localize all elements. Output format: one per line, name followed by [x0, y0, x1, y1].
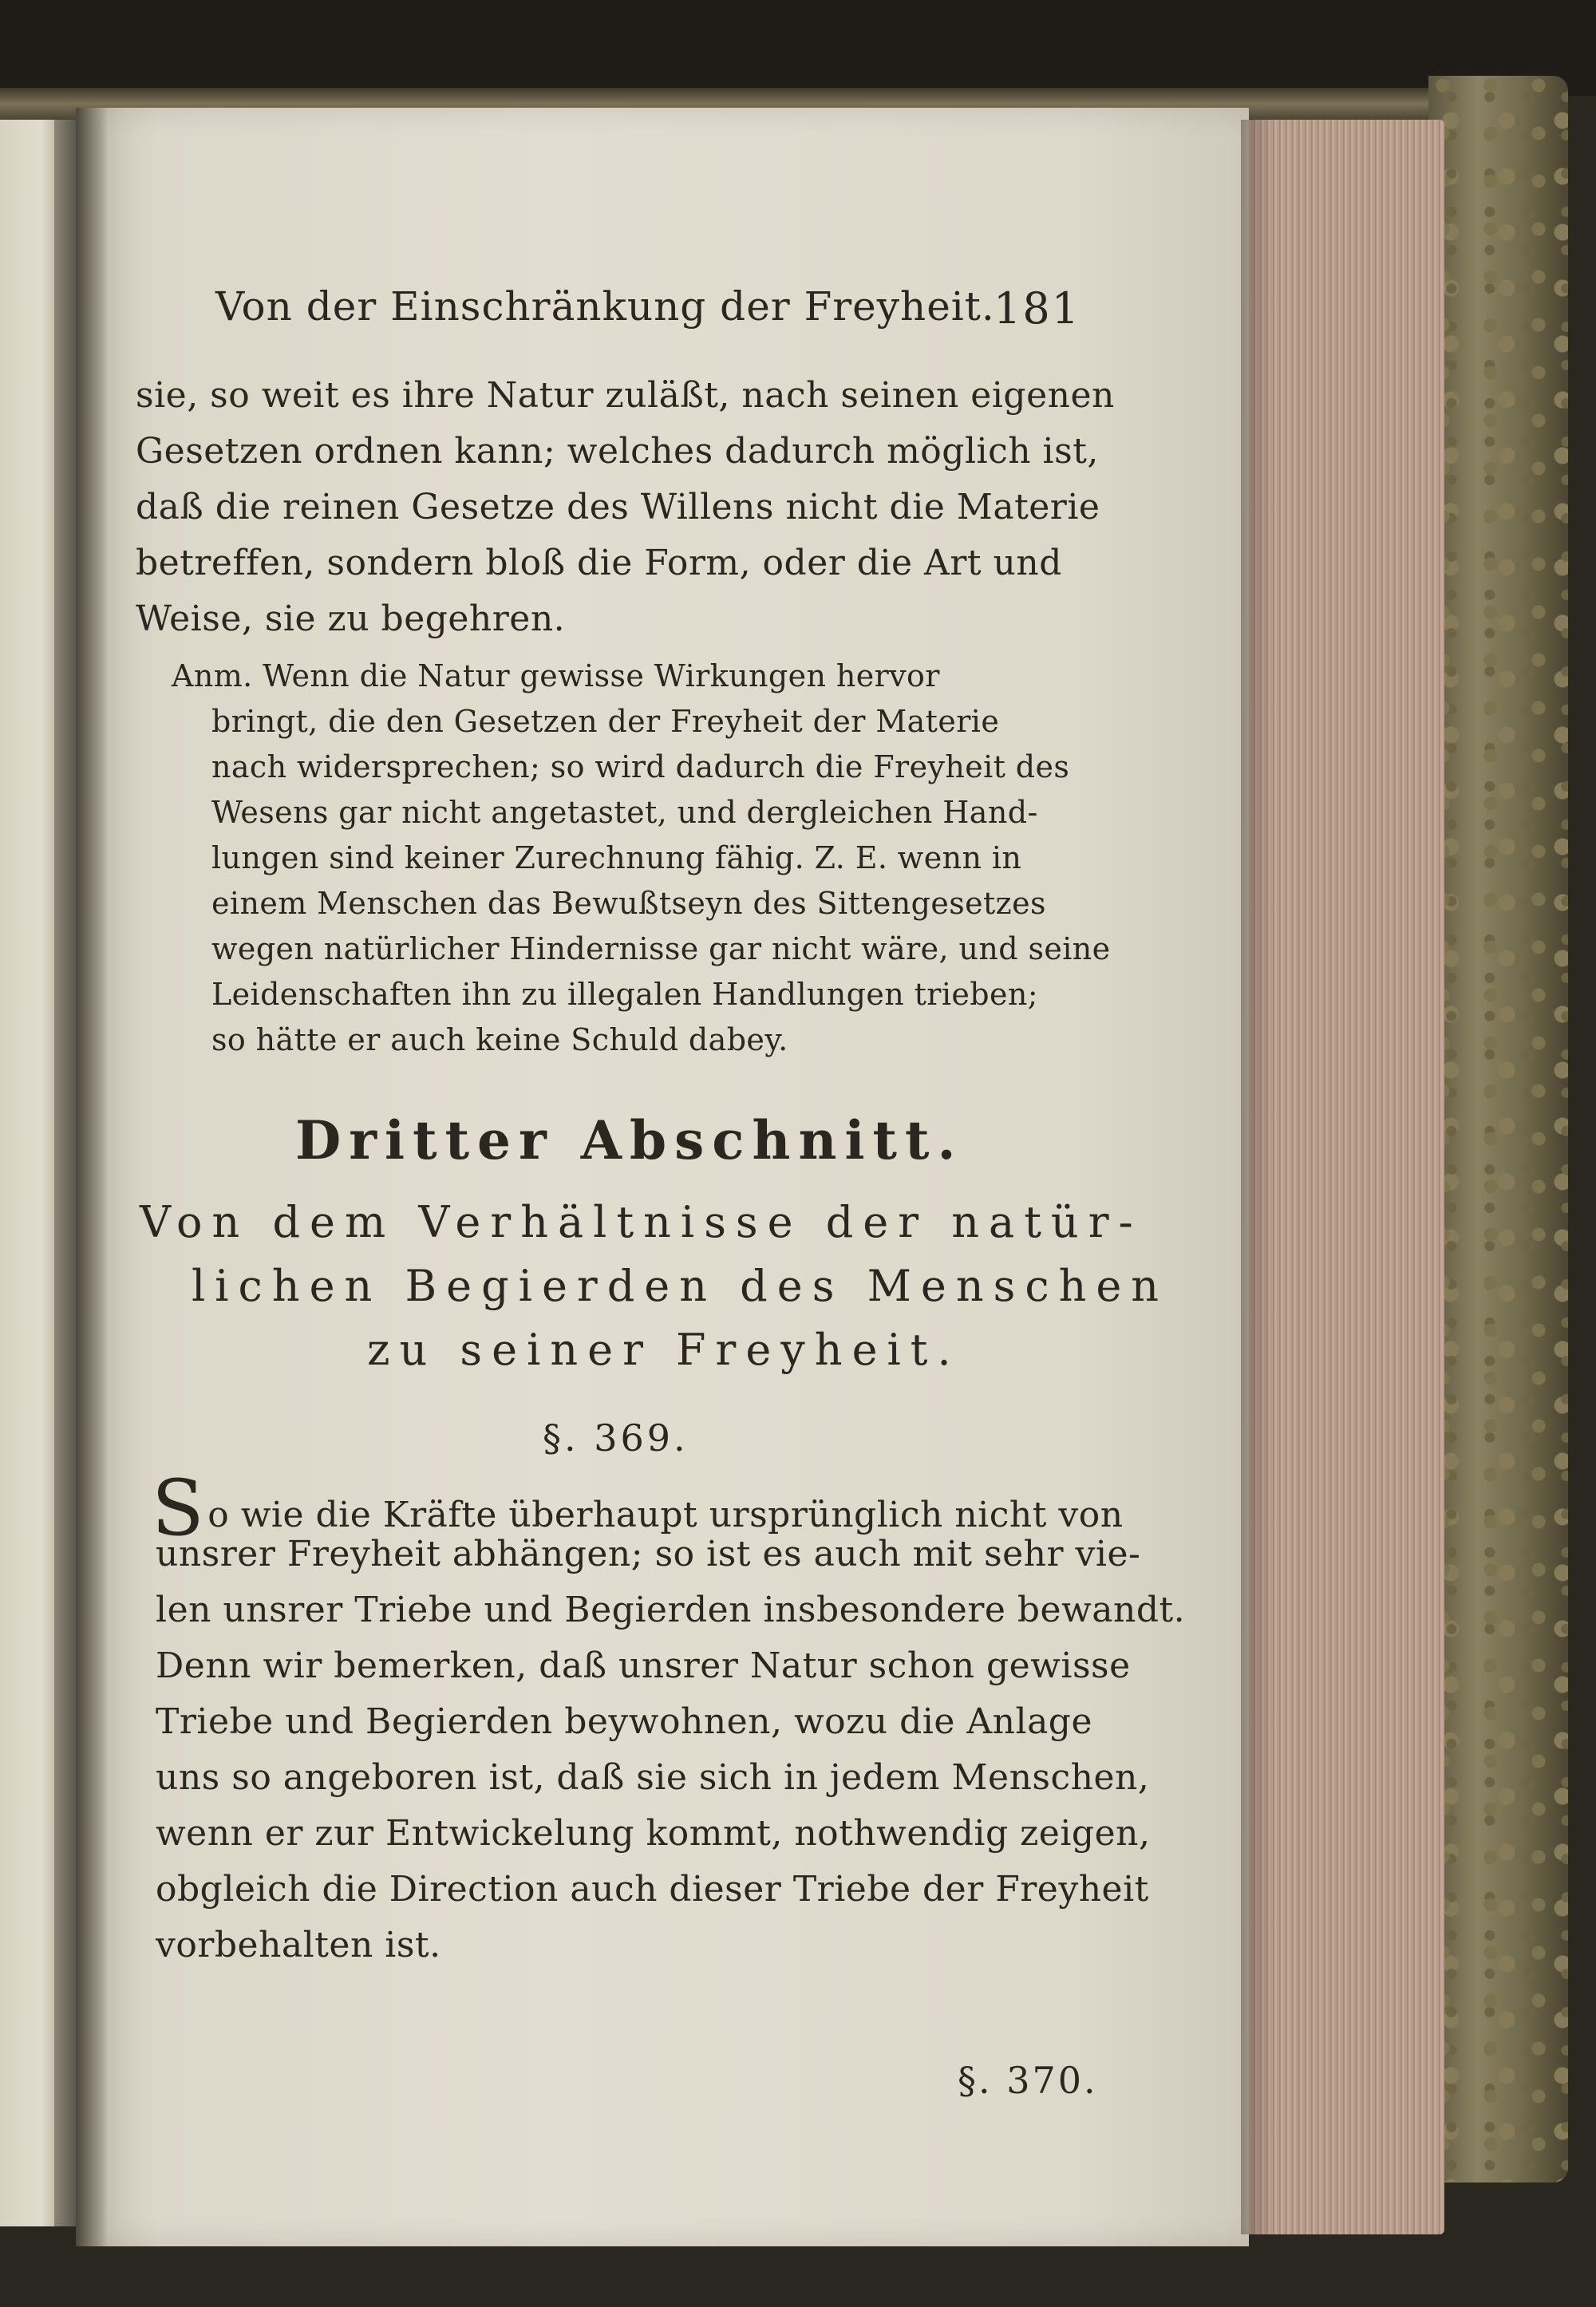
note-line: bringt, die den Gesetzen der Freyheit der Materie — [211, 704, 1000, 739]
body-line: Weise, sie zu begehren. — [136, 598, 566, 639]
body-line: Gesetzen ordnen kann; welches dadurch möglich ist, — [136, 431, 1099, 472]
page-gutter — [76, 108, 108, 2246]
body-line: len unsrer Triebe und Begierden insbesondere bewandt. — [156, 1590, 1186, 1630]
note-line: nach widersprechen; so wird dadurch die Freyheit des — [211, 749, 1070, 784]
section-subheading: zu seiner Freyheit. — [367, 1325, 961, 1375]
note-line: wegen natürlicher Hindernisse gar nicht wäre, und seine — [211, 931, 1111, 966]
section-heading: Dritter Abschnitt. — [295, 1109, 964, 1171]
body-line: sie, so weit es ihre Natur zuläßt, nach seinen eigenen — [136, 375, 1115, 416]
section-subheading: Von dem Verhältnisse der natür- — [140, 1197, 1143, 1247]
note-line: so hätte er auch keine Schuld dabey. — [211, 1022, 788, 1057]
page-fore-edge — [1245, 120, 1444, 2234]
marbled-cover — [1428, 76, 1568, 2183]
body-line: Triebe und Begierden beywohnen, wozu die Anlage — [156, 1701, 1093, 1742]
body-line: daß die reinen Gesetze des Willens nicht die Materie — [136, 487, 1100, 527]
body-line: uns so angeboren ist, daß sie sich in jedem Menschen, — [156, 1757, 1150, 1798]
note-line: Wesens gar nicht angetastet, und dergleichen Hand- — [211, 795, 1038, 830]
body-line: unsrer Freyheit abhängen; so ist es auch mit sehr vie- — [156, 1534, 1141, 1574]
catchword: §. 370. — [958, 2059, 1098, 2102]
note-line: Anm. Wenn die Natur gewisse Wirkungen hervor — [172, 658, 940, 693]
page-edge-shadow — [1241, 120, 1273, 2234]
note-line: lungen sind keiner Zurechnung fähig. Z. E. wenn in — [211, 840, 1022, 875]
note-line: einem Menschen das Bewußtseyn des Sittengesetzes — [211, 886, 1046, 921]
background — [0, 0, 1596, 96]
note-line: Leidenschaften ihn zu illegalen Handlungen trieben; — [211, 977, 1038, 1012]
previous-page-strip — [0, 120, 60, 2226]
running-header: Von der Einschränkung der Freyheit. — [215, 283, 995, 330]
page-number: 181 — [994, 283, 1081, 334]
paragraph-mark: §. 369. — [543, 1416, 689, 1460]
body-line: vorbehalten ist. — [156, 1925, 441, 1965]
body-line: Denn wir bemerken, daß unsrer Natur schon gewisse — [156, 1645, 1131, 1686]
body-line: betreffen, sondern bloß die Form, oder die Art und — [136, 543, 1062, 583]
body-line: wenn er zur Entwickelung kommt, nothwendig zeigen, — [156, 1813, 1151, 1854]
drop-cap: S — [152, 1464, 205, 1553]
body-line: obgleich die Direction auch dieser Triebe der Freyheit — [156, 1869, 1149, 1910]
body-line-text: o wie die Kräfte überhaupt ursprünglich nicht von — [207, 1495, 1124, 1535]
section-subheading: lichen Begierden des Menschen — [192, 1261, 1169, 1311]
